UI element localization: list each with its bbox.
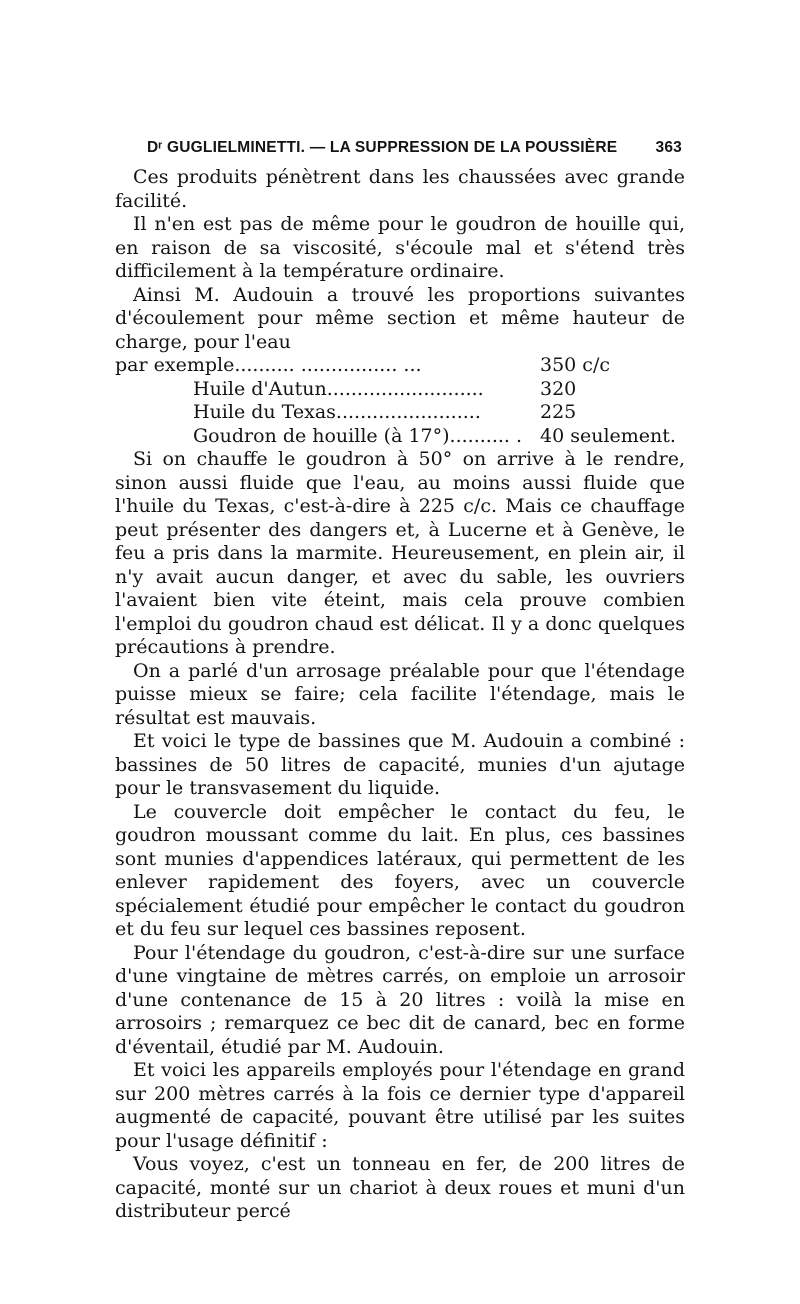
- paragraph: On a parlé d'un arrosage préalable pour que l'étendage puisse mieux se faire; cela facilite l'étendage, mais le résultat est mauvais.: [115, 659, 685, 729]
- paragraph: Ainsi M. Audouin a trouvé les proportions suivantes d'écoulement pour même section et même hauteur de charge, pour l'eau: [115, 283, 685, 353]
- table-row: [115, 354, 685, 378]
- paragraph: Pour l'étendage du goudron, c'est-à-dire sur une surface d'une vingtaine de mètres carrés, on emploie un arrosoir d'une contenance de 15 à 20 litres : voilà la mise en arrosoirs ; remarquez ce bec dit de canard, bec en forme d'éventail, étudié par M. Audouin.: [115, 941, 685, 1058]
- paragraph: Si on chauffe le goudron à 50° on arrive à le rendre, sinon aussi fluide que l'eau, au moins aussi fluide que l'huile du Texas, c'est-à-dire à 225 c/c. Mais ce chauffage peut présenter des dangers et, à Lucerne et à Genève, le feu a pris dans la marmite. Heureusement, en plein air, il n'y avait aucun danger, et avec du sable, les ouvriers l'avaient bien vite éteint, mais cela prouve combien l'emploi du goudron chaud est délicat. Il y a donc quelques précautions à prendre.: [115, 448, 685, 658]
- paragraph: Le couvercle doit empêcher le contact du feu, le goudron moussant comme du lait. En plus, ces bassines sont munies d'appendices latéraux, qui permettent de les enlever rapidement des foyers, avec un couvercle spécialement étudié pour empêcher le contact du goudron et du feu sur lequel ces bassines reposent.: [115, 800, 685, 940]
- paragraph: Et voici les appareils employés pour l'étendage en grand sur 200 mètres carrés à la fois ce dernier type d'appareil augmenté de capacité, pouvant être utilisé par les suites pour l'usage définitif :: [115, 1059, 685, 1152]
- running-header: [147, 139, 682, 157]
- paragraph: Il n'en est pas de même pour le goudron de houille qui, en raison de sa viscosité, s'écoule mal et s'étend très difficilement à la température ordinaire.: [115, 213, 685, 282]
- table-row: [193, 401, 685, 425]
- table-row: [193, 378, 685, 402]
- row-label: Goudron de houille (à 17°).......... .: [193, 424, 523, 447]
- body-text: [115, 166, 685, 1224]
- page-number: 363: [655, 139, 682, 156]
- flow-rate-table: [115, 354, 685, 448]
- paragraph: Et voici le type de bassines que M. Audouin a combiné : bassines de 50 litres de capacité, munies d'un ajutage pour le transvasement du liquide.: [115, 730, 685, 799]
- table-row: [193, 425, 685, 449]
- row-value: 40 seulement.: [540, 424, 676, 447]
- paragraph: Ces produits pénètrent dans les chaussées avec grande facilité.: [115, 166, 685, 212]
- row-label: par exemple.......... ................ ...: [115, 354, 422, 376]
- paragraph: Vous voyez, c'est un tonneau en fer, de 200 litres de capacité, monté sur un chariot à deux roues et muni d'un distributeur percé: [115, 1153, 685, 1222]
- row-value: 350 c/c: [540, 354, 610, 376]
- row-value: 320: [540, 377, 577, 400]
- row-label: Huile d'Autun..........................: [193, 377, 484, 400]
- running-title: Dʳ GUGLIELMINETTI. — LA SUPPRESSION DE LA POUSSIÈRE: [147, 139, 618, 156]
- row-value: 225: [540, 401, 577, 423]
- row-label: Huile du Texas........................: [193, 401, 481, 423]
